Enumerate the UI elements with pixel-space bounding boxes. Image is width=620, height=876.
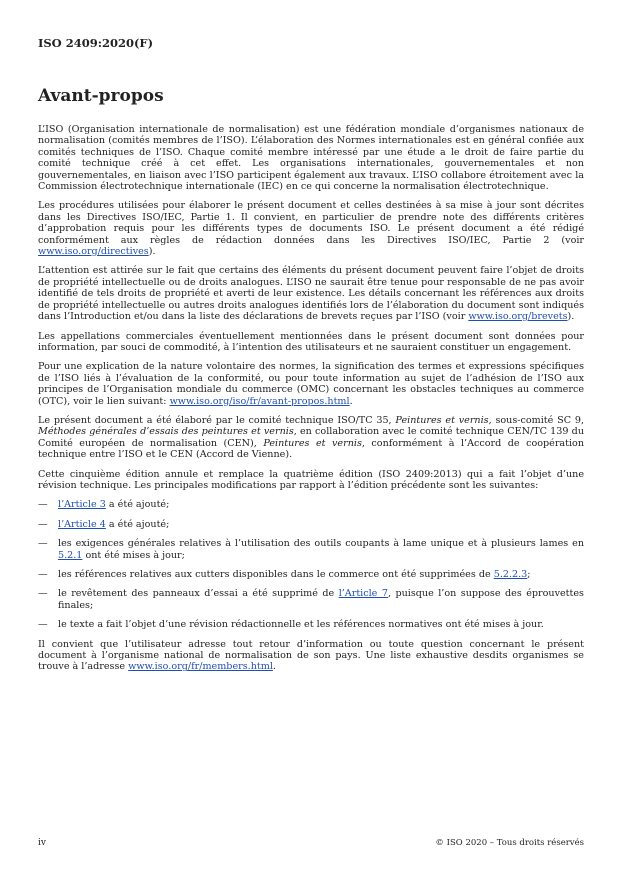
paragraph-committee: Le présent document a été élaboré par le comité technique ISO/TC 35, Peintures et vernis, sous-comité SC 9, Méthodes générales d’essais des peintures et vernis, en collaboration avec le comité technique CEN/TC 139 du Comité européen de normalisation (CEN), Peintures et vernis, conformément à l’Accord de coopération technique entre l’ISO et le CEN (Accord de Vienne). — [38, 414, 585, 461]
link-article-3[interactable]: l’Article 3 — [58, 499, 106, 511]
link-directives[interactable]: www.iso.org/directives — [38, 246, 149, 258]
link-5-2-2-3[interactable]: 5.2.2.3 — [493, 569, 528, 580]
paragraph-trade-names: Les appellations commerciales éventuellement mentionnées dans le présent document sont données pour information, par souci de commodité, à l’intention des utilisateurs et ne sauraient constituer un engagement. — [38, 330, 584, 353]
list-item: — les exigences générales relatives à l’utilisation des outils coupants à lame unique et à plusieurs lames en 5.2.1 ont été mises à jour; — [38, 538, 584, 561]
paragraph-edition: Cette cinquième édition annule et remplace la quatrième édition (ISO 2409:2013) qui a fait l’objet d’une révision technique. Les principales modifications par rapport à l’édition précédente sont les suivantes: — [38, 468, 584, 491]
page-number: iv — [38, 838, 46, 848]
link-members[interactable]: www.iso.org/fr/members.html — [128, 661, 273, 673]
list-item: — l’Article 4 a été ajouté; — [38, 518, 170, 530]
link-brevets[interactable]: www.iso.org/brevets — [468, 311, 568, 323]
paragraph-iso-intro: L’ISO (Organisation internationale de normalisation) est une fédération mondiale d’organismes nationaux de normalisation (comités membres de l’ISO). L’élaboration des Normes internationales est en général confiée aux comités techniques de l’ISO. Chaque comité membre intéressé par une étude a le droit de faire partie du comité technique créé à cet effet. Les organisations internationales, gouvernementales et non gouvernementales, en liaison avec l’ISO participent également aux travaux. L’ISO collabore étroitement avec la Commission électrotechnique internationale (IEC) en ce qui concerne la normalisation électrotechnique. — [38, 124, 584, 193]
link-5-2-1[interactable]: 5.2.1 — [58, 549, 83, 561]
changes-list — [38, 499, 584, 630]
link-article-7[interactable]: l’Article 7 — [338, 588, 388, 600]
list-item: — l’Article 3 a été ajouté; — [38, 499, 170, 511]
list-item: — le texte a fait l’objet d’une révision rédactionnelle et les références normatives ont été mises à jour. — [38, 619, 544, 631]
document-id: ISO 2409:2020(F) — [38, 36, 154, 50]
paragraph-feedback: Il convient que l’utilisateur adresse tout retour d’information ou toute question concernant le présent document à l’organisme national de normalisation de son pays. Une liste exhaustive desdits organismes se trouve à l’adresse www.iso.org/fr/members.html. — [38, 638, 584, 673]
copyright-notice: © ISO 2020 – Tous droits réservés — [435, 838, 584, 848]
paragraph-voluntary-nature: Pour une explication de la nature volontaire des normes, la signification des termes et expressions spécifiques de l’ISO liés à l’évaluation de la conformité, ou pour toute information au sujet de l’adhésion de l’ISO aux principes de l’Organisation mondiale du commerce (OMC) concernant les obstacles techniques au commerce (OTC), voir le lien suivant: www.iso.org/iso/fr/avant-propos.html. — [38, 361, 584, 407]
list-item: — le revêtement des panneaux d’essai a été supprimé de l’Article 7, puisque l’on suppose des éprouvettes finales; — [38, 588, 584, 611]
paragraph-patents: L’attention est attirée sur le fait que certains des éléments du présent document peuvent faire l’objet de droits de propriété intellectuelle ou de droits analogues. L’ISO ne saurait être tenue pour responsable de ne pas avoir identifié de tels droits de propriété et averti de leur existence. Les détails concernant les références aux droits de propriété intellectuelle ou autres droits analogues identifiés lors de l’élaboration du document sont indiqués dans l’Introduction et/ou dans la liste des déclarations de brevets reçues par l’ISO (voir www.iso.org/brevets). — [38, 265, 584, 323]
section-title: Avant-propos — [38, 86, 164, 106]
link-avant-propos[interactable]: www.iso.org/iso/fr/avant-propos.html — [169, 395, 350, 407]
link-article-4[interactable]: l’Article 4 — [58, 518, 106, 530]
paragraph-procedures: Les procédures utilisées pour élaborer le présent document et celles destinées à sa mise à jour sont décrites dans les Directives ISO/IEC, Partie 1. Il convient, en particulier de prendre note des différents critères d’approbation requis pour les différents types de documents ISO. Le présent document a été rédigé conformément aux règles de rédaction données dans les Directives ISO/IEC, Partie 2 (voir www.iso.org/directives). — [38, 200, 584, 258]
list-item: — les références relatives aux cutters disponibles dans le commerce ont été supprimées de 5.2.2.3; — [38, 569, 531, 580]
foreword-body — [38, 124, 584, 681]
